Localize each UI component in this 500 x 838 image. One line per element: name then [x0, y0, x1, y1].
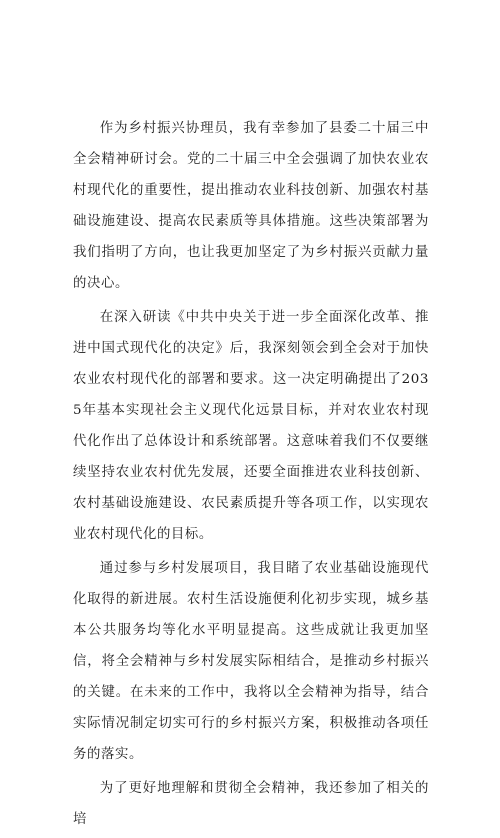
paragraph-1: 作为乡村振兴协理员，我有幸参加了县委二十届三中全会精神研讨会。党的二十届三中全会强调了加快农业农村现代化的重要性，提出推动农业科技创新、加强农村基础设施建设、提高农民素质等具体措施。这些决策部署为我们指明了方向，也让我更加坚定了为乡村振兴贡献力量的决心。: [73, 121, 429, 291]
paragraph-3: 通过参与乡村发展项目，我目睹了农业基础设施现代化取得的新进展。农村生活设施便利化初步实现，城乡基本公共服务均等化水平明显提高。这些成就让我更加坚信，将全会精神与乡村发展实际相结合，是推动乡村振兴的关键。在未来的工作中，我将以全会精神为指导，结合实际情况制定切实可行的乡村振兴方案，积极推动各项任务的落实。: [73, 561, 429, 762]
paragraph-4: 为了更好地理解和贯彻全会精神，我还参加了相关的培: [73, 781, 429, 827]
paragraph-2: 在深入研读《中共中央关于进一步全面深化改革、推进中国式现代化的决定》后，我深刻领会到全会对于加快农业农村现代化的部署和要求。这一决定明确提出了2035年基本实现社会主义现代化远景目标，并对农业农村现代化作出了总体设计和系统部署。这意味着我们不仅要继续坚持农业农村优先发展，还要全面推进农业科技创新、农村基础设施建设、农民素质提升等各项工作，以实现农业农村现代化的目标。: [73, 310, 429, 542]
document-body: [73, 113, 429, 838]
